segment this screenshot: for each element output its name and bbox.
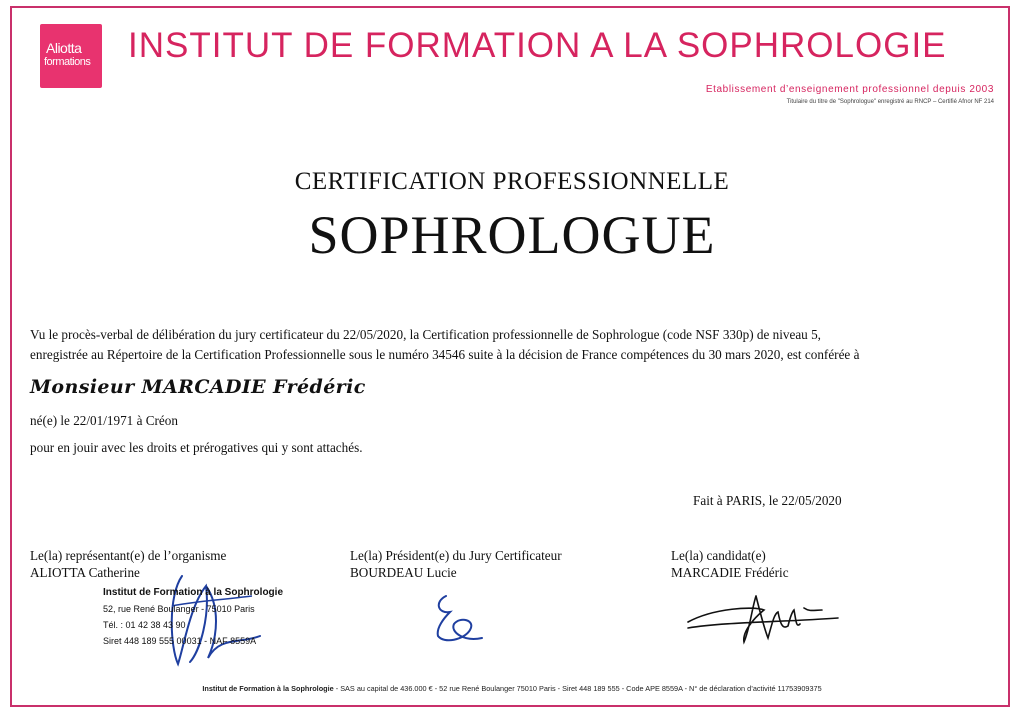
organisation-stamp: [103, 585, 283, 649]
footer-name: Institut de Formation à la Sophrologie: [202, 684, 334, 693]
paragraph-line-2: enregistrée au Répertoire de la Certification Professionnelle sous le numéro 34546 suite à la décision de France compétences du 30 mars 2020, est conférée à: [30, 347, 860, 362]
logo-line2: formations: [44, 56, 91, 68]
signatory-role: Le(la) Président(e) du Jury Certificateur: [350, 548, 562, 563]
rncp-notice: Titulaire du titre de "Sophrologue" enregistré au RNCP – Certifié Afnor NF 214: [786, 99, 994, 105]
stamp-name: Institut de Formation à la Sophrologie: [103, 587, 284, 598]
paragraph-line-1: Vu le procès-verbal de délibération du jury certificateur du 22/05/2020, la Certification professionnelle de Sophrologue (code NSF 330p) de niveau 5,: [30, 327, 821, 342]
stamp-phone: Tél. : 01 42 38 43 90: [103, 620, 186, 630]
aliotta-logo: [40, 24, 102, 88]
footer-details: - SAS au capital de 436.000 € - 52 rue René Boulanger 75010 Paris - Siret 448 189 555 - Code APE 8559A - N° de déclaration d’activité 11753909375: [333, 684, 822, 693]
signatory-role: Le(la) candidat(e): [671, 548, 766, 563]
signatory-role: Le(la) représentant(e) de l’organisme: [30, 548, 227, 563]
signatory-name: MARCADIE Frédéric: [671, 565, 789, 580]
logo-line1: Aliotta: [46, 40, 82, 56]
certificate-title: SOPHROLOGUE: [308, 205, 716, 265]
place-date: Fait à PARIS, le 22/05/2020: [693, 493, 842, 508]
jury-president-signature-icon: [424, 590, 488, 648]
signatory-name: BOURDEAU Lucie: [350, 565, 457, 580]
certificate-subtitle: CERTIFICATION PROFESSIONNELLE: [294, 168, 730, 195]
candidate-signature-icon: [684, 588, 844, 648]
signatory-jury-president: [350, 547, 562, 581]
signatory-candidate: [671, 547, 789, 581]
stamp-siret: Siret 448 189 555 00031 - NAF 8559A: [103, 636, 257, 646]
stamp-address: 52, rue René Boulanger - 75010 Paris: [103, 604, 255, 614]
institute-tagline: Etablissement d’enseignement professionnel depuis 2003: [705, 84, 994, 95]
institute-title: INSTITUT DE FORMATION A LA SOPHROLOGIE: [128, 26, 947, 65]
signatory-name: ALIOTTA Catherine: [30, 565, 140, 580]
footer: [0, 684, 1024, 693]
recipient-name: Monsieur MARCADIE Frédéric: [30, 376, 366, 398]
rights-statement: pour en jouir avec les droits et prérogatives qui y sont attachés.: [30, 440, 363, 455]
birth-info: né(e) le 22/01/1971 à Créon: [30, 413, 178, 428]
deliberation-paragraph: [30, 325, 990, 365]
